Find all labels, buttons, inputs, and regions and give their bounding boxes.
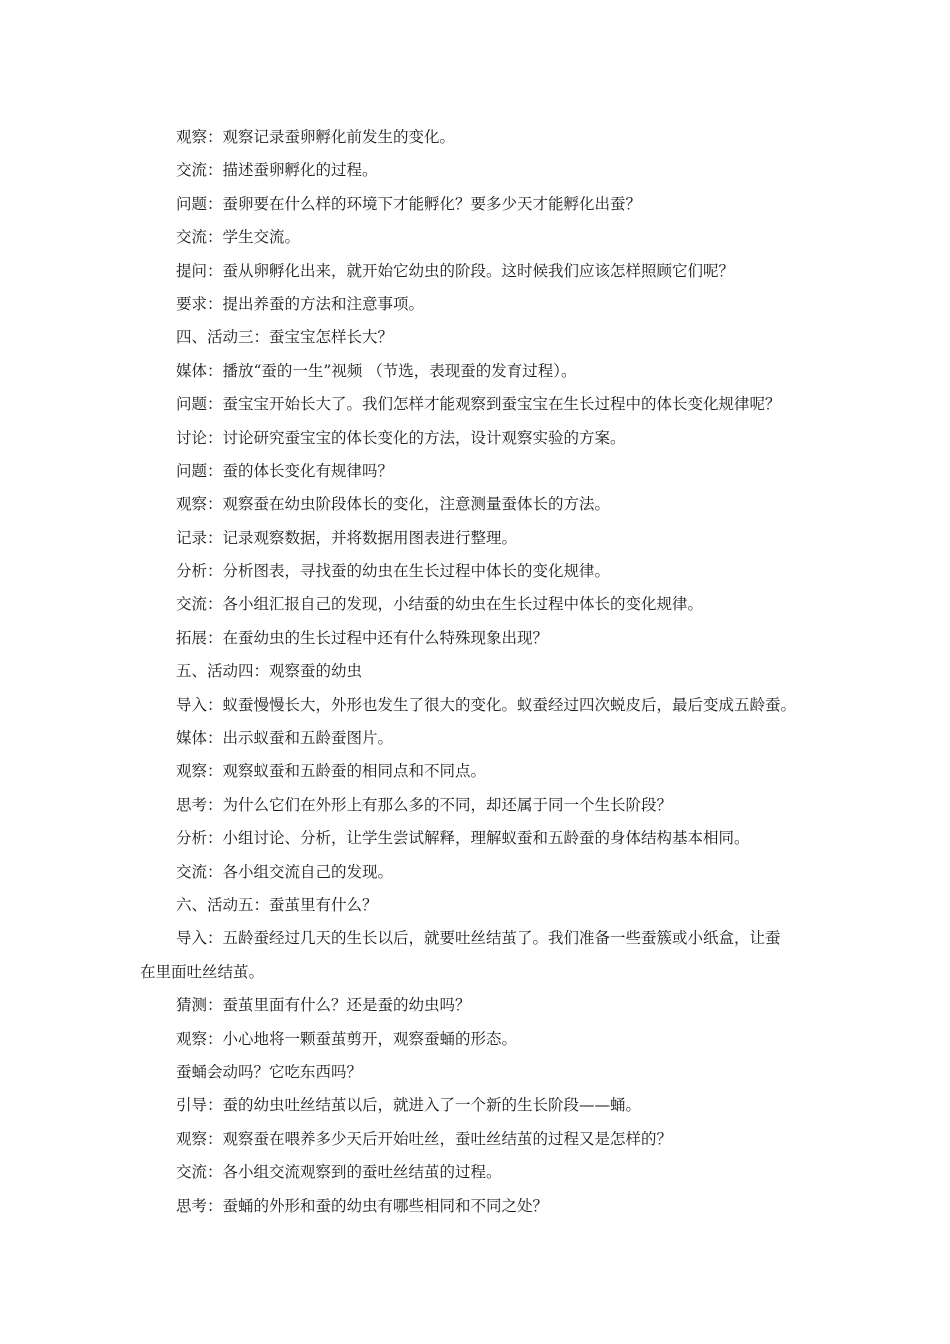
- paragraph-line: 观察：小心地将一颗蚕茧剪开，观察蚕蛹的形态。: [176, 1029, 518, 1048]
- paragraph-line: 导入：五龄蚕经过几天的生长以后，就要吐丝结茧了。我们准备一些蚕簇或小纸盒，让蚕: [176, 929, 781, 948]
- document-body: [140, 121, 820, 1223]
- paragraph-line: 蚕蛹会动吗？它吃东西吗？: [176, 1062, 363, 1081]
- paragraph-line: 在里面吐丝结茧。: [140, 962, 265, 981]
- paragraph-line: 媒体：播放“蚕的一生”视频 （节选，表现蚕的发育过程）。: [176, 361, 577, 380]
- paragraph-line: 思考：蚕蛹的外形和蚕的幼虫有哪些相同和不同之处？: [176, 1196, 549, 1215]
- paragraph-line: 观察：观察蚁蚕和五龄蚕的相同点和不同点。: [176, 762, 487, 781]
- paragraph-line: 提问：蚕从卵孵化出来，就开始它幼虫的阶段。这时候我们应该怎样照顾它们呢？: [176, 261, 735, 280]
- paragraph-line: 思考：为什么它们在外形上有那么多的不同，却还属于同一个生长阶段？: [176, 795, 673, 814]
- paragraph-line: 六、活动五：蚕茧里有什么？: [176, 895, 378, 914]
- paragraph-line: 问题：蚕卵要在什么样的环境下才能孵化？要多少天才能孵化出蚕？: [176, 194, 642, 213]
- paragraph-line: 问题：蚕宝宝开始长大了。我们怎样才能观察到蚕宝宝在生长过程中的体长变化规律呢？: [176, 395, 781, 414]
- paragraph-line: 五、活动四：观察蚕的幼虫: [176, 662, 363, 681]
- paragraph-line: 导入：蚁蚕慢慢长大，外形也发生了很大的变化。蚁蚕经过四次蜕皮后，最后变成五龄蚕。: [176, 695, 797, 714]
- paragraph-line: 观察：观察记录蚕卵孵化前发生的变化。: [176, 128, 456, 146]
- paragraph-line: 分析：分析图表，寻找蚕的幼虫在生长过程中体长的变化规律。: [176, 562, 611, 581]
- paragraph-line: 拓展：在蚕幼虫的生长过程中还有什么特殊现象出现？: [176, 628, 549, 647]
- paragraph-line: 记录：记录观察数据，并将数据用图表进行整理。: [176, 528, 518, 547]
- paragraph-line: 四、活动三：蚕宝宝怎样长大？: [176, 328, 394, 347]
- paragraph-line: 猜测：蚕茧里面有什么？还是蚕的幼虫吗？: [176, 996, 471, 1015]
- paragraph-line: 问题：蚕的体长变化有规律吗？: [176, 461, 394, 480]
- paragraph-line: 要求：提出养蚕的方法和注意事项。: [176, 294, 425, 313]
- paragraph-line: 交流：学生交流。: [176, 228, 301, 247]
- paragraph-line: 引导：蚕的幼虫吐丝结茧以后，就进入了一个新的生长阶段——蛹。: [176, 1096, 642, 1115]
- paragraph-line: 分析：小组讨论、分析，让学生尝试解释，理解蚁蚕和五龄蚕的身体结构基本相同。: [176, 829, 750, 848]
- paragraph-line: 交流：各小组汇报自己的发现，小结蚕的幼虫在生长过程中体长的变化规律。: [176, 595, 704, 614]
- paragraph-line: 交流：各小组交流观察到的蚕吐丝结茧的过程。: [176, 1163, 502, 1182]
- paragraph-line: 媒体：出示蚁蚕和五龄蚕图片。: [176, 729, 394, 748]
- paragraph-line: 讨论：讨论研究蚕宝宝的体长变化的方法，设计观察实验的方案。: [176, 428, 626, 447]
- paragraph-line: 观察：观察蚕在喂养多少天后开始吐丝，蚕吐丝结茧的过程又是怎样的？: [176, 1129, 673, 1148]
- paragraph-line: 交流：描述蚕卵孵化的过程。: [176, 161, 378, 180]
- paragraph-line: 观察：观察蚕在幼虫阶段体长的变化，注意测量蚕体长的方法。: [176, 495, 611, 514]
- paragraph-line: 交流：各小组交流自己的发现。: [176, 862, 394, 881]
